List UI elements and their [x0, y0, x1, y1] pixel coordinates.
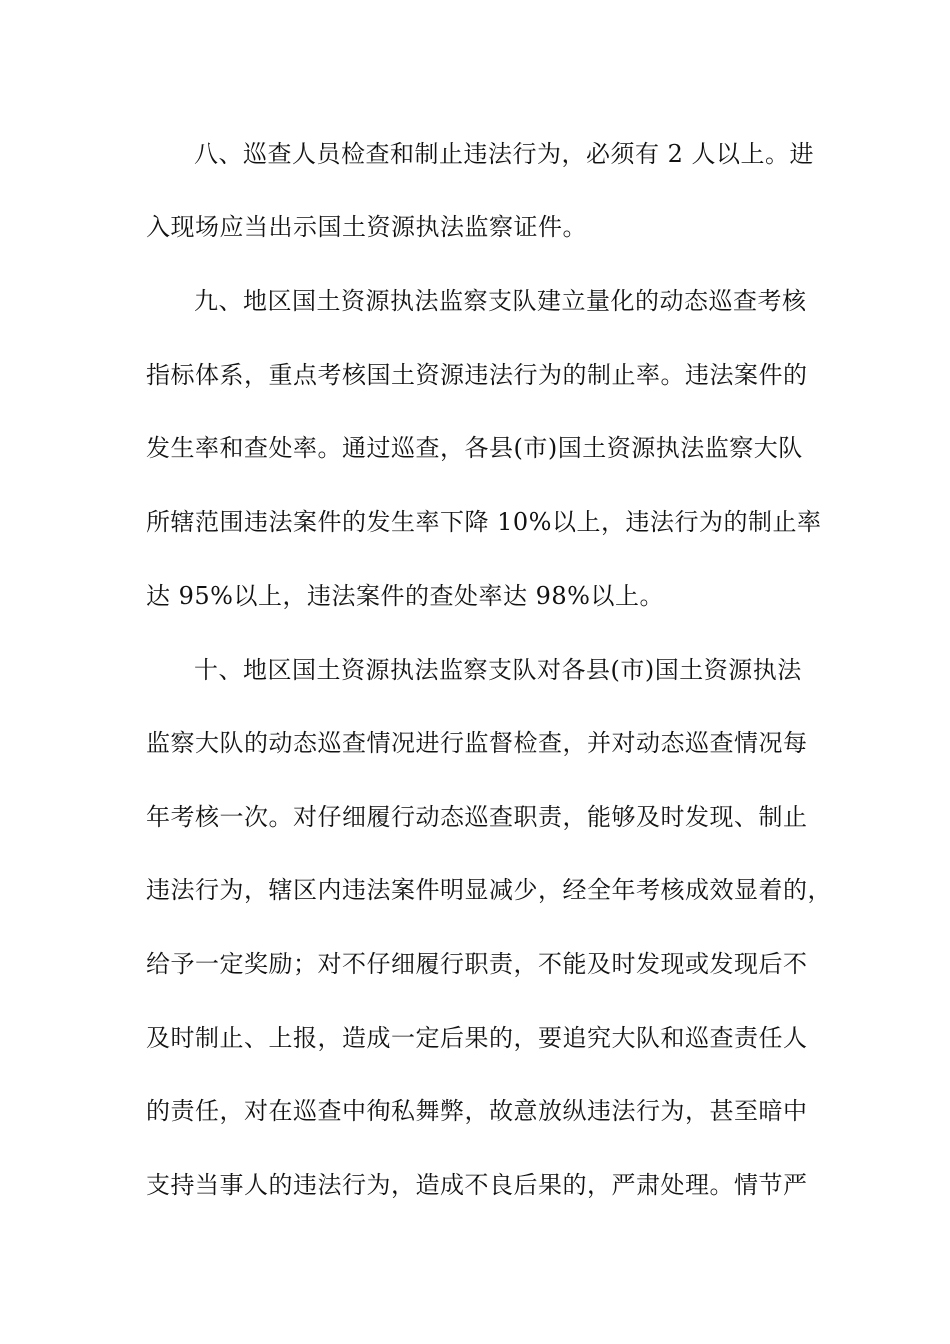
paragraph-9-line-2: 指标体系，重点考核国土资源违法行为的制止率。违法案件的 — [146, 361, 808, 389]
paragraph-10-line-7: 的责任，对在巡查中徇私舞弊，故意放纵违法行为，甚至暗中 — [146, 1097, 808, 1125]
paragraph-10-line-8: 支持当事人的违法行为，造成不良后果的，严肃处理。情节严 — [146, 1171, 808, 1199]
paragraph-10-line-5: 给予一定奖励；对不仔细履行职责，不能及时发现或发现后不 — [146, 950, 808, 978]
paragraph-10-line-6: 及时制止、上报，造成一定后果的，要追究大队和巡查责任人 — [146, 1024, 808, 1052]
paragraph-8-line-2: 入现场应当出示国土资源执法监察证件。 — [146, 213, 587, 241]
paragraph-9-line-4: 所辖范围违法案件的发生率下降 10%以上，违法行为的制止率 — [146, 508, 822, 536]
paragraph-10-line-1: 十、地区国土资源执法监察支队对各县(市)国土资源执法 — [194, 656, 802, 684]
paragraph-9-line-1: 九、地区国土资源执法监察支队建立量化的动态巡查考核 — [194, 287, 807, 315]
paragraph-9-line-3: 发生率和查处率。通过巡查，各县(市)国土资源执法监察大队 — [146, 434, 803, 462]
paragraph-10-line-4: 违法行为，辖区内违法案件明显减少，经全年考核成效显着的， — [146, 876, 832, 904]
paragraph-10-line-2: 监察大队的动态巡查情况进行监督检查，并对动态巡查情况每 — [146, 729, 808, 757]
paragraph-8-line-1: 八、巡查人员检查和制止违法行为，必须有 2 人以上。进 — [194, 140, 815, 168]
paragraph-10-line-3: 年考核一次。对仔细履行动态巡查职责，能够及时发现、制止 — [146, 803, 808, 831]
paragraph-9-line-5: 达 95%以上，违法案件的查处率达 98%以上。 — [146, 582, 664, 610]
